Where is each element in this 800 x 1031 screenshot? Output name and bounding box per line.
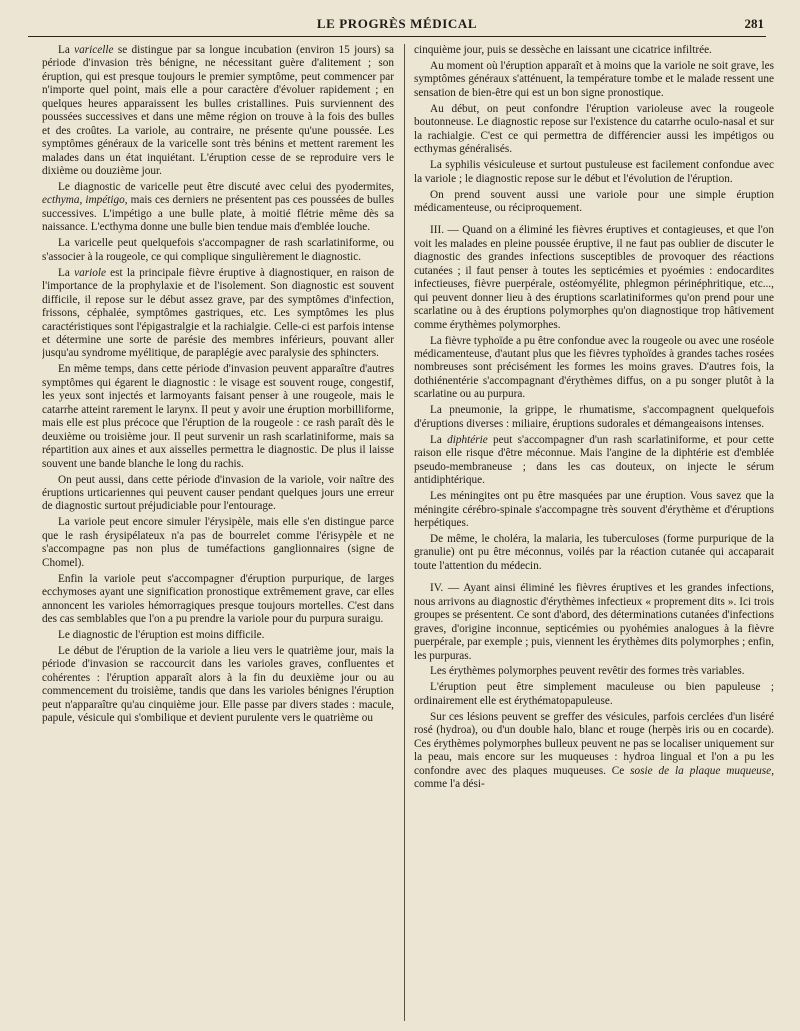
paragraph: De même, le choléra, la malaria, les tuberculoses (forme purpurique de la granulie) ont pu être méconnus, voilés par la réaction cutanée qui accaparait toute l'attention du médecin. — [414, 532, 774, 572]
paragraph: On prend souvent aussi une variole pour une simple éruption médicamenteuse, ou réciproquement. — [414, 188, 774, 214]
paragraph: La pneumonie, la grippe, le rhumatisme, s'accompagnent quelquefois d'éruptions diverses : miliaire, éruptions sudorales et démangeaisons intenses. — [414, 404, 774, 430]
paragraph: IV. — Ayant ainsi éliminé les fièvres éruptives et les grandes infections, nous arrivons au diagnostic d'érythèmes infectieux « proprement dits ». Ici trois groupes se présentent. Ce sont d'abord, des déterminations cutanées d'infections graves, d'origine inconnue, septicémies ou pyohémies analogues à la fièvre puerpérale, par exemple ; puis, viennent les érythèmes dits polymorphes ; enfin, les purpuras. — [414, 582, 774, 662]
right-column — [414, 44, 774, 1025]
journal-title: LE PROGRÈS MÉDICAL — [316, 16, 478, 31]
paragraph: Les érythèmes polymorphes peuvent revêtir des formes très variables. — [430, 665, 745, 678]
page-header — [28, 12, 766, 37]
paragraph: Au début, on peut confondre l'éruption varioleuse avec la rougeole boutonneuse. Le diagnostic repose sur l'existence du catarrhe oculo-nasal et sur la rachialgie. C'est ce qui permettra de différencier aussi les impétigos ou ecthymas généralisés. — [414, 102, 774, 156]
paragraph: Le diagnostic de l'éruption est moins difficile. — [58, 629, 265, 642]
paragraph: La variole est la principale fièvre éruptive à diagnostiquer, en raison de l'importance de la prophylaxie et de l'isolement. Son diagnostic est souvent difficile, il repose sur le début assez grave, par des symptômes d'infection, frissons, céphalée, symptômes gastriques, etc. Les symptômes les plus caractéristiques sont l'épigastralgie et la rachialgie. Celle-ci est parfois intense et détermine une sorte de parésie des membres inférieurs, pouvant aller jusqu'au syndrome myélitique, de paraplégie avec paralysie des sphincters. — [42, 266, 394, 360]
paragraph: La varicelle se distingue par sa longue incubation (environ 15 jours) sa période d'invasion très bénigne, ne nécessitant guère d'alitement ; son éruption, qui est presque toujours le premier symptôme, peut commencer par n'importe quel point, mais elle a pour caractère d'évoluer rapidement ; en quelques heures apparaissent les bulles cristallines. Puis surviennent des poussées successives et dans une même région on trouve à la fois des bulles et des croûtes. La variole, au contraire, ne présente qu'une poussée. Les symptômes généraux de la varicelle sont très bénins et mettent rarement les malades dans un état inquiétant. L'éruption cesse de se reproduire vers le dixième ou douzième jour. — [42, 44, 394, 178]
paragraph: La syphilis vésiculeuse et surtout pustuleuse est facilement confondue avec la variole ; le diagnostic repose sur le début et l'évolution de l'éruption. — [414, 159, 774, 185]
paragraph: Le diagnostic de varicelle peut être discuté avec celui des pyodermites, ecthyma, impétigo, mais ces derniers ne présentent pas ces poussées de bulles successives. L'impétigo a une bulle plate, à moitié flétrie même dès sa naissance. L'ecthyma donne une bulle bien tendue mais d'emblée louche. — [42, 181, 394, 234]
column-divider — [404, 44, 405, 1021]
paragraph: La fièvre typhoïde a pu être confondue avec la rougeole ou avec une roséole médicamenteuse, d'autant plus que les fièvres typhoïdes à grandes taches rosées nombreuses sont précisément les formes les moins graves. D'autres fois, la dothiénentérie s'accompagnant d'érythèmes diffus, on a pu songer plutôt à la scarlatine ou au purpura. — [414, 334, 774, 401]
paragraph: cinquième jour, puis se dessèche en laissant une cicatrice infiltrée. — [414, 44, 712, 56]
paragraph: Au moment où l'éruption apparaît et à moins que la variole ne soit grave, les symptômes généraux s'atténuent, la température tombe et le malade ressent une sensation de bien-être qui est un bon signe pronostique. — [414, 59, 774, 99]
left-column — [42, 44, 394, 1025]
paragraph: L'éruption peut être simplement maculeuse ou bien papuleuse ; ordinairement elle est érythématopapuleuse. — [414, 681, 774, 707]
paragraph: La varicelle peut quelquefois s'accompagner de rash scarlatiniforme, ou s'associer à la rougeole, ce qui complique singulièrement le diagnostic. — [42, 237, 394, 263]
paragraph: III. — Quand on a éliminé les fièvres éruptives et contagieuses, et que l'on voit les malades en pleine poussée éruptive, il ne faut pas oublier de discuter le diagnostic des grandes infections susceptibles de provoquer des réactions cutanées ; il faut penser à toutes les septicémies et pyoémies : endocardites infectieuses, fièvre puerpérale, ostéomyélite, phlegmon périnéphritique, etc..., qui peuvent donner lieu à des éruptions scarlatiniformes qu'on prend pour une scarlatine ou à des éruptions polymorphes qu'on diagnostique trop hâtivement comme érythèmes polymorphes. — [414, 224, 774, 331]
paragraph: La variole peut encore simuler l'érysipèle, mais elle s'en distingue parce que le rash érysipélateux n'a pas de bourrelet comme l'érisypèle et ne s'accompagne pas non plus de tuméfactions ganglionnaires (signe de Chomel). — [42, 516, 394, 569]
paragraph: On peut aussi, dans cette période d'invasion de la variole, voir naître des éruptions urticariennes qui peuvent causer pendant quelques jours une erreur de diagnostic surtout préjudiciable pour l'entourage. — [42, 473, 394, 513]
paragraph: Enfin la variole peut s'accompagner d'éruption purpurique, de larges ecchymoses ayant une signification pronostique extrêmement grave, car elles annoncent les varioles hémorragiques presque toujours mortelles. C'est dans des cas semblables que l'on a pu prendre la variole pour du purpura suraigu. — [42, 572, 394, 626]
paragraph: En même temps, dans cette période d'invasion peuvent apparaître d'autres symptômes qui égarent le diagnostic : le visage est souvent rouge, congestif, les yeux sont injectés et larmoyants faisant penser à une rougeole, mais le catarrhe atteint rarement le larynx. Il peut y avoir une éruption morbilliforme, mais elle est plus précoce que l'éruption de la rougeole : ce rash paraît dès le deuxième ou troisième jour. Il peut survenir un rash scarlatiniforme, mais sa répartition aux aines et aux aisselles permettra le diagnostic. De plus il laisse souvent une bande blanche le long du rachis. — [42, 363, 394, 470]
paragraph: Sur ces lésions peuvent se greffer des vésicules, parfois cerclées d'un liséré rosé (hydroa), ou d'un double halo, blanc et rouge (herpès iris ou en cocarde). Ces érythèmes polymorphes bulleux peuvent ne pas se localiser uniquement sur la peau, mais encore sur les muqueuses : hydroa lingual et l'on a pu les confondre avec des plaques muqueuses. Ce sosie de la plaque muqueuse, comme l'a dési- — [414, 710, 774, 791]
page-number: 281 — [744, 16, 764, 31]
paragraph: La diphtérie peut s'accompagner d'un rash scarlatiniforme, et pour cette raison elle risque d'être méconnue. Mais l'angine de la diphtérie est d'emblée pseudo-membraneuse ; dans les cas douteux, on injecte le sérum antidiphtérique. — [414, 433, 774, 487]
paragraph: Le début de l'éruption de la variole a lieu vers le quatrième jour, mais la période d'invasion se raccourcit dans les varioles graves, confluentes et cohérentes : l'éruption apparaît alors à la fin du deuxième jour ou au commencement du troisième, tandis que dans les varioles bénignes l'éruption peut n'apparaître qu'au cinquième jour. Elle passe par divers stades : macule, papule, vésicule qui s'ombilique et devient purulente vers le quatrième ou — [42, 644, 394, 725]
paragraph: Les méningites ont pu être masquées par une éruption. Vous savez que la méningite cérébro-spinale s'accompagne très souvent d'érythème et d'éruptions herpétiques. — [414, 490, 774, 529]
